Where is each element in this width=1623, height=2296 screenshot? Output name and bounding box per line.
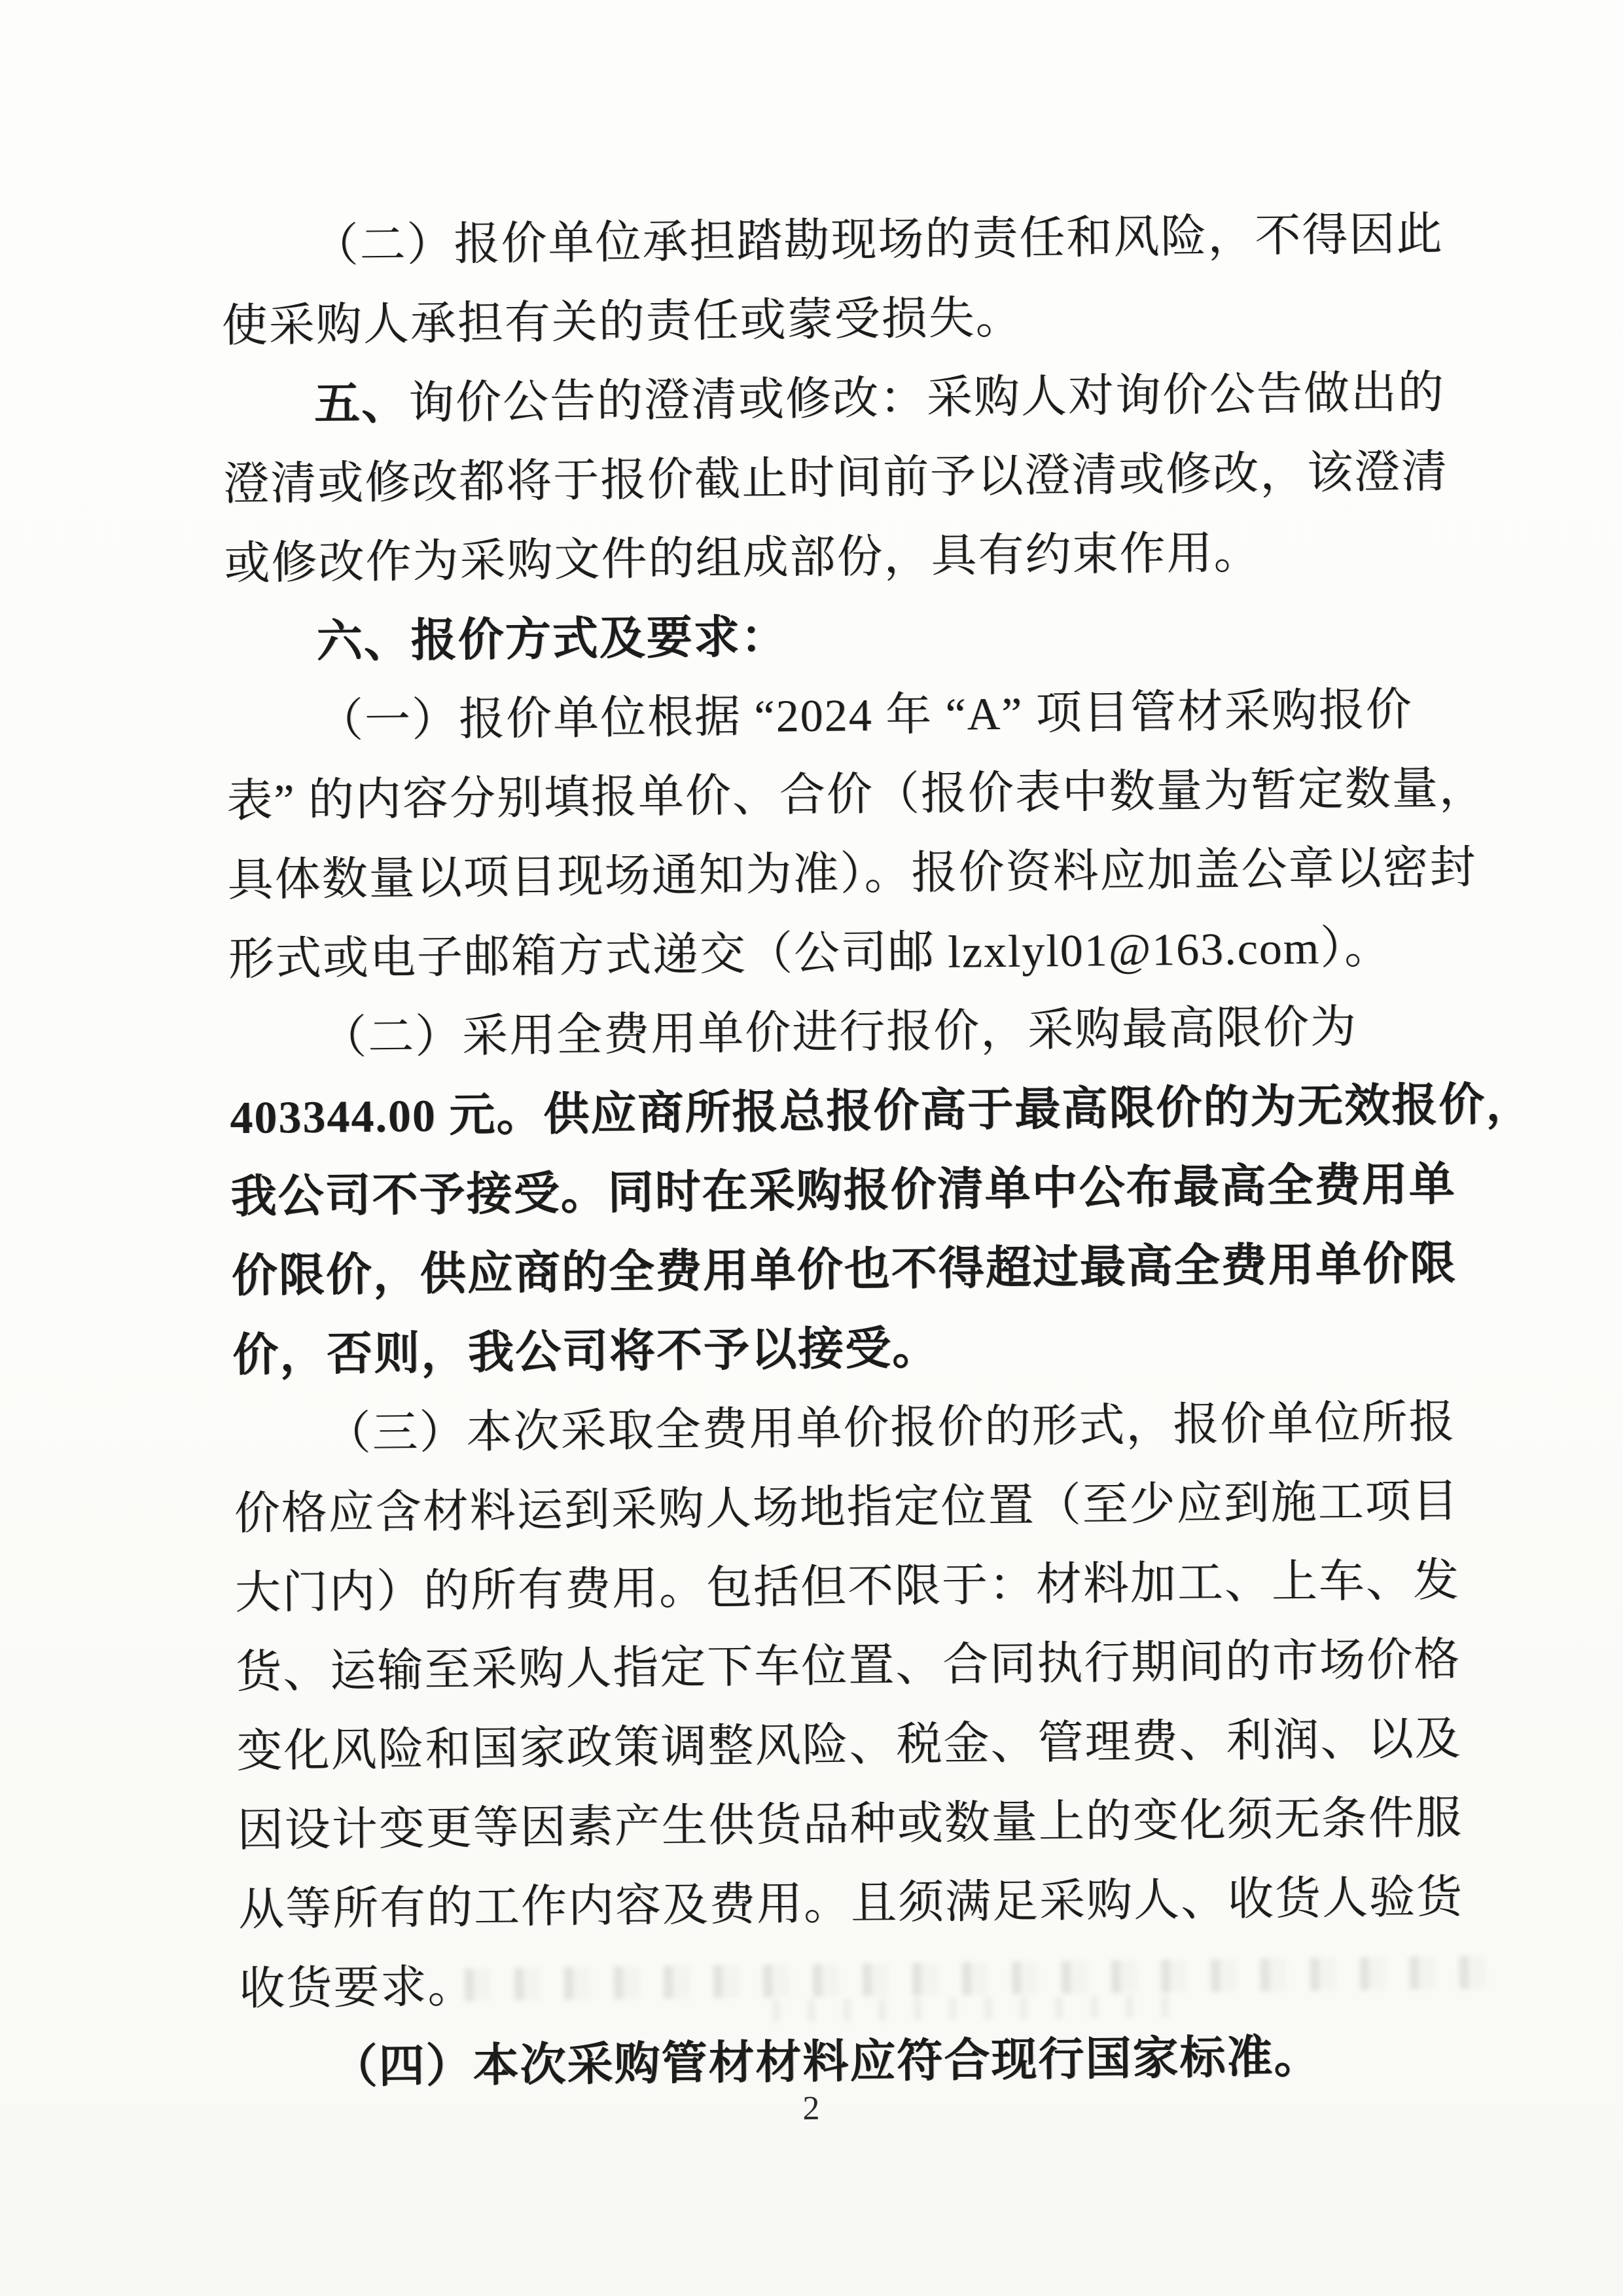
- text-line: （四）本次采购管材材料应符合现行国家标准。: [331, 2032, 1321, 2093]
- text-line: 我公司不予接受。同时在采购报价清单中公布最高全费用单: [230, 1159, 1456, 1223]
- text-line: 具体数量以项目现场通知为准）。报价资料应加盖公章以密封: [227, 842, 1477, 906]
- text-line: 或修改作为采购文件的组成部份，具有约束作用。: [224, 528, 1261, 590]
- text-line: （一）报价单位根据 “2024 年 “A” 项目管材采购报价: [317, 685, 1414, 747]
- text-line: 大门内）的所有费用。包括但不限于：材料加工、上车、发: [234, 1555, 1461, 1619]
- text-line: 形式或电子邮箱方式递交（公司邮 lzxlyl01@163.com）。: [228, 922, 1392, 986]
- text-line: 变化风险和国家政策调整风险、税金、管理费、利润、以及: [236, 1713, 1462, 1778]
- page-number: 2: [802, 2089, 820, 2128]
- text-line: 收货要求。: [238, 1962, 475, 2015]
- section-heading: 六、报价方式及要求：: [316, 612, 789, 668]
- text-line: 因设计变更等因素产生供货品种或数量上的变化须无条件服: [237, 1793, 1463, 1857]
- section-number: 五、: [313, 378, 409, 430]
- text-line: 表” 的内容分别填报单价、合价（报价表中数量为暂定数量，: [226, 763, 1487, 827]
- text-segment: 询价公告的澄清或修改：采购人对询价公告做出的: [408, 367, 1446, 429]
- text-line-max-price: 403344.00 元。供应商所报总报价高于最高限价的为无效报价，: [230, 1079, 1533, 1144]
- text-line: 从等所有的工作内容及费用。且须满足采购人、收货人验货: [238, 1872, 1464, 1936]
- text-line: 货、运输至采购人指定下车位置、合同执行期间的市场价格: [235, 1634, 1461, 1698]
- text-line: 价格应含材料运到采购人场地指定位置（至少应到施工项目: [234, 1476, 1460, 1540]
- text-line: （二）采用全费用单价进行报价，采购最高限价为: [320, 1002, 1358, 1064]
- text-line: 价限价，供应商的全费用单价也不得超过最高全费用单价限: [231, 1238, 1457, 1302]
- text-line: 价，否则，我公司将不予以接受。: [232, 1323, 940, 1382]
- text-line: （三）本次采取全费用单价报价的形式，报价单位所报: [325, 1397, 1456, 1460]
- text-line: 澄清或修改都将于报价截止时间前予以澄清或修改，该澄清: [223, 446, 1449, 511]
- text-line: [222, 354, 1446, 446]
- text-line: 使采购人承担有关的责任或蒙受损失。: [221, 293, 1024, 352]
- document-body: [221, 196, 1533, 2108]
- text-line: （二）报价单位承担踏勘现场的责任和风险，不得因此: [312, 209, 1444, 272]
